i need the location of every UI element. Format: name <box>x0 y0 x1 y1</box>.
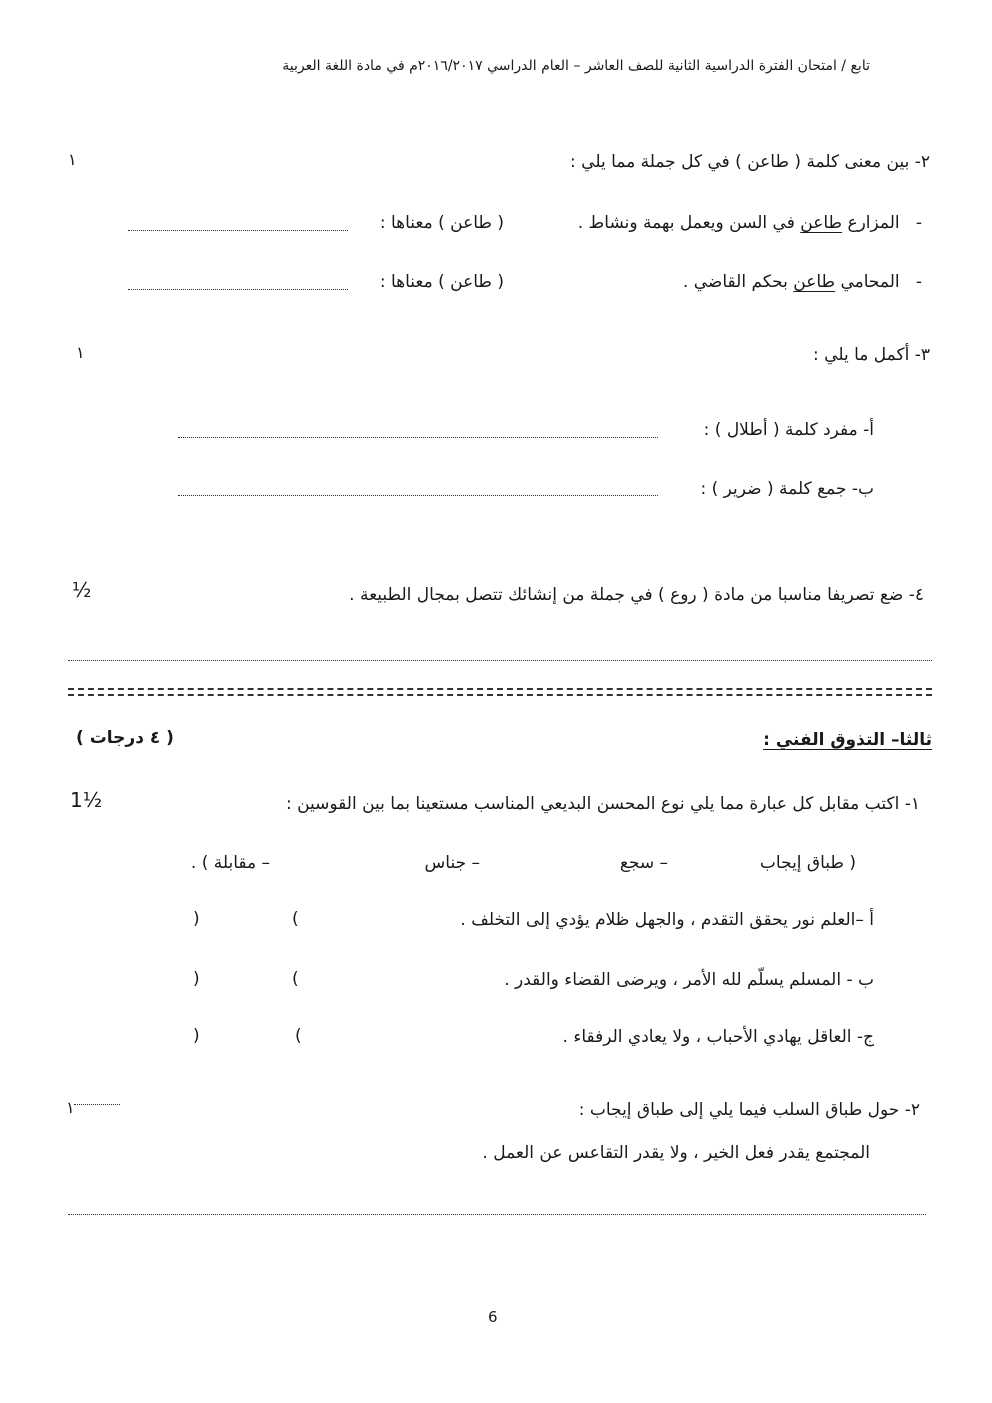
s3q2-title: ٢- حول طباق السلب فيما يلي إلى طباق إيجاب : <box>578 1100 920 1120</box>
s3q1-item-c-close-paren: ) <box>193 1026 200 1046</box>
s3q1-item-a-close-paren: ) <box>193 909 200 929</box>
q2-item-2-label: ( طاعن ) معناها : <box>379 272 504 292</box>
q2-item-2-underlined: طاعن <box>793 272 836 292</box>
q2-item-1-text-a: المزارع <box>842 213 900 233</box>
page-number: 6 <box>488 1308 498 1326</box>
q2-item-2-dash: - <box>915 272 922 292</box>
q3-item-b-answer-line[interactable] <box>178 495 658 496</box>
q4-mark: ½ <box>72 578 92 602</box>
q2-item-1-answer-line[interactable] <box>128 230 348 231</box>
s3q2-mark-line <box>74 1104 120 1105</box>
q2-mark: ١ <box>68 150 77 169</box>
s3q1-item-b-close-paren: ) <box>193 969 200 989</box>
section3-marks: ( ٤ درجات ) <box>76 728 174 748</box>
q2-item-1-label: ( طاعن ) معناها : <box>379 213 504 233</box>
q4-title: ٤- ضع تصريفا مناسبا من مادة ( روع ) في جملة من إنشائك تتصل بمجال الطبيعة . <box>349 585 924 605</box>
s3q1-item-b: ب - المسلم يسلّم لله الأمر ، ويرضى القضاء والقدر . <box>504 970 874 990</box>
s3q1-item-c-open-paren: ( <box>295 1026 302 1046</box>
s3q2-answer-line[interactable] <box>68 1214 926 1215</box>
s3q2-mark: ١ <box>66 1098 75 1117</box>
s3q1-item-b-answer-box[interactable] <box>205 969 287 993</box>
q2-title: ٢- بين معنى كلمة ( طاعن ) في كل جملة مما يلي : <box>570 152 930 172</box>
q2-item-2 <box>683 272 922 292</box>
q2-item-1-text-b: في السن ويعمل بهمة ونشاط . <box>577 213 801 233</box>
section-separator-bottom <box>68 694 932 696</box>
section-separator-top <box>68 688 932 690</box>
s3q1-option-4: – مقابلة ) . <box>190 853 270 873</box>
q2-item-1-dash: - <box>915 213 922 233</box>
q4-answer-line[interactable] <box>68 660 932 661</box>
q2-item-1-underlined: طاعن <box>800 213 843 233</box>
q2-item-2-text-a: المحامي <box>835 272 900 292</box>
q3-item-a: أ- مفرد كلمة ( أطلال ) : <box>703 420 874 440</box>
s3q1-item-a-open-paren: ( <box>292 909 299 929</box>
q3-title: ٣- أكمل ما يلي : <box>813 345 930 365</box>
q2-item-2-text-b: بحكم القاضي . <box>682 272 794 292</box>
s3q1-item-c: ج- العاقل يهادي الأحباب ، ولا يعادي الرفقاء . <box>562 1027 874 1047</box>
s3q1-option-1: ( طباق إيجاب <box>759 853 856 873</box>
q2-item-2-answer-line[interactable] <box>128 289 348 290</box>
s3q1-item-c-answer-box[interactable] <box>205 1026 290 1050</box>
s3q1-item-a: أ –العلم نور يحقق التقدم ، والجهل ظلام يؤدي إلى التخلف . <box>460 910 874 930</box>
q2-item-1 <box>578 213 922 233</box>
s3q1-item-a-answer-box[interactable] <box>205 909 287 933</box>
page-header: تابع / امتحان الفترة الدراسية الثانية للصف العاشر – العام الدراسي ٢٠١٦/٢٠١٧م في مادة اللغة العربية <box>282 58 870 74</box>
q3-item-b: ب- جمع كلمة ( ضرير ) : <box>700 479 874 499</box>
s3q1-option-3: – جناس <box>424 853 480 873</box>
s3q1-title: ١- اكتب مقابل كل عبارة مما يلي نوع المحسن البديعي المناسب مستعينا بما بين القوسين : <box>285 794 920 814</box>
s3q1-item-b-open-paren: ( <box>292 969 299 989</box>
q3-mark: ١ <box>76 343 85 362</box>
section3-title: ثالثا– التذوق الفني : <box>763 730 932 750</box>
s3q1-mark: 1½ <box>70 788 103 812</box>
q3-item-a-answer-line[interactable] <box>178 437 658 438</box>
s3q1-option-2: – سجع <box>619 853 668 873</box>
s3q2-sentence: المجتمع يقدر فعل الخير ، ولا يقدر التقاعس عن العمل . <box>482 1143 870 1163</box>
